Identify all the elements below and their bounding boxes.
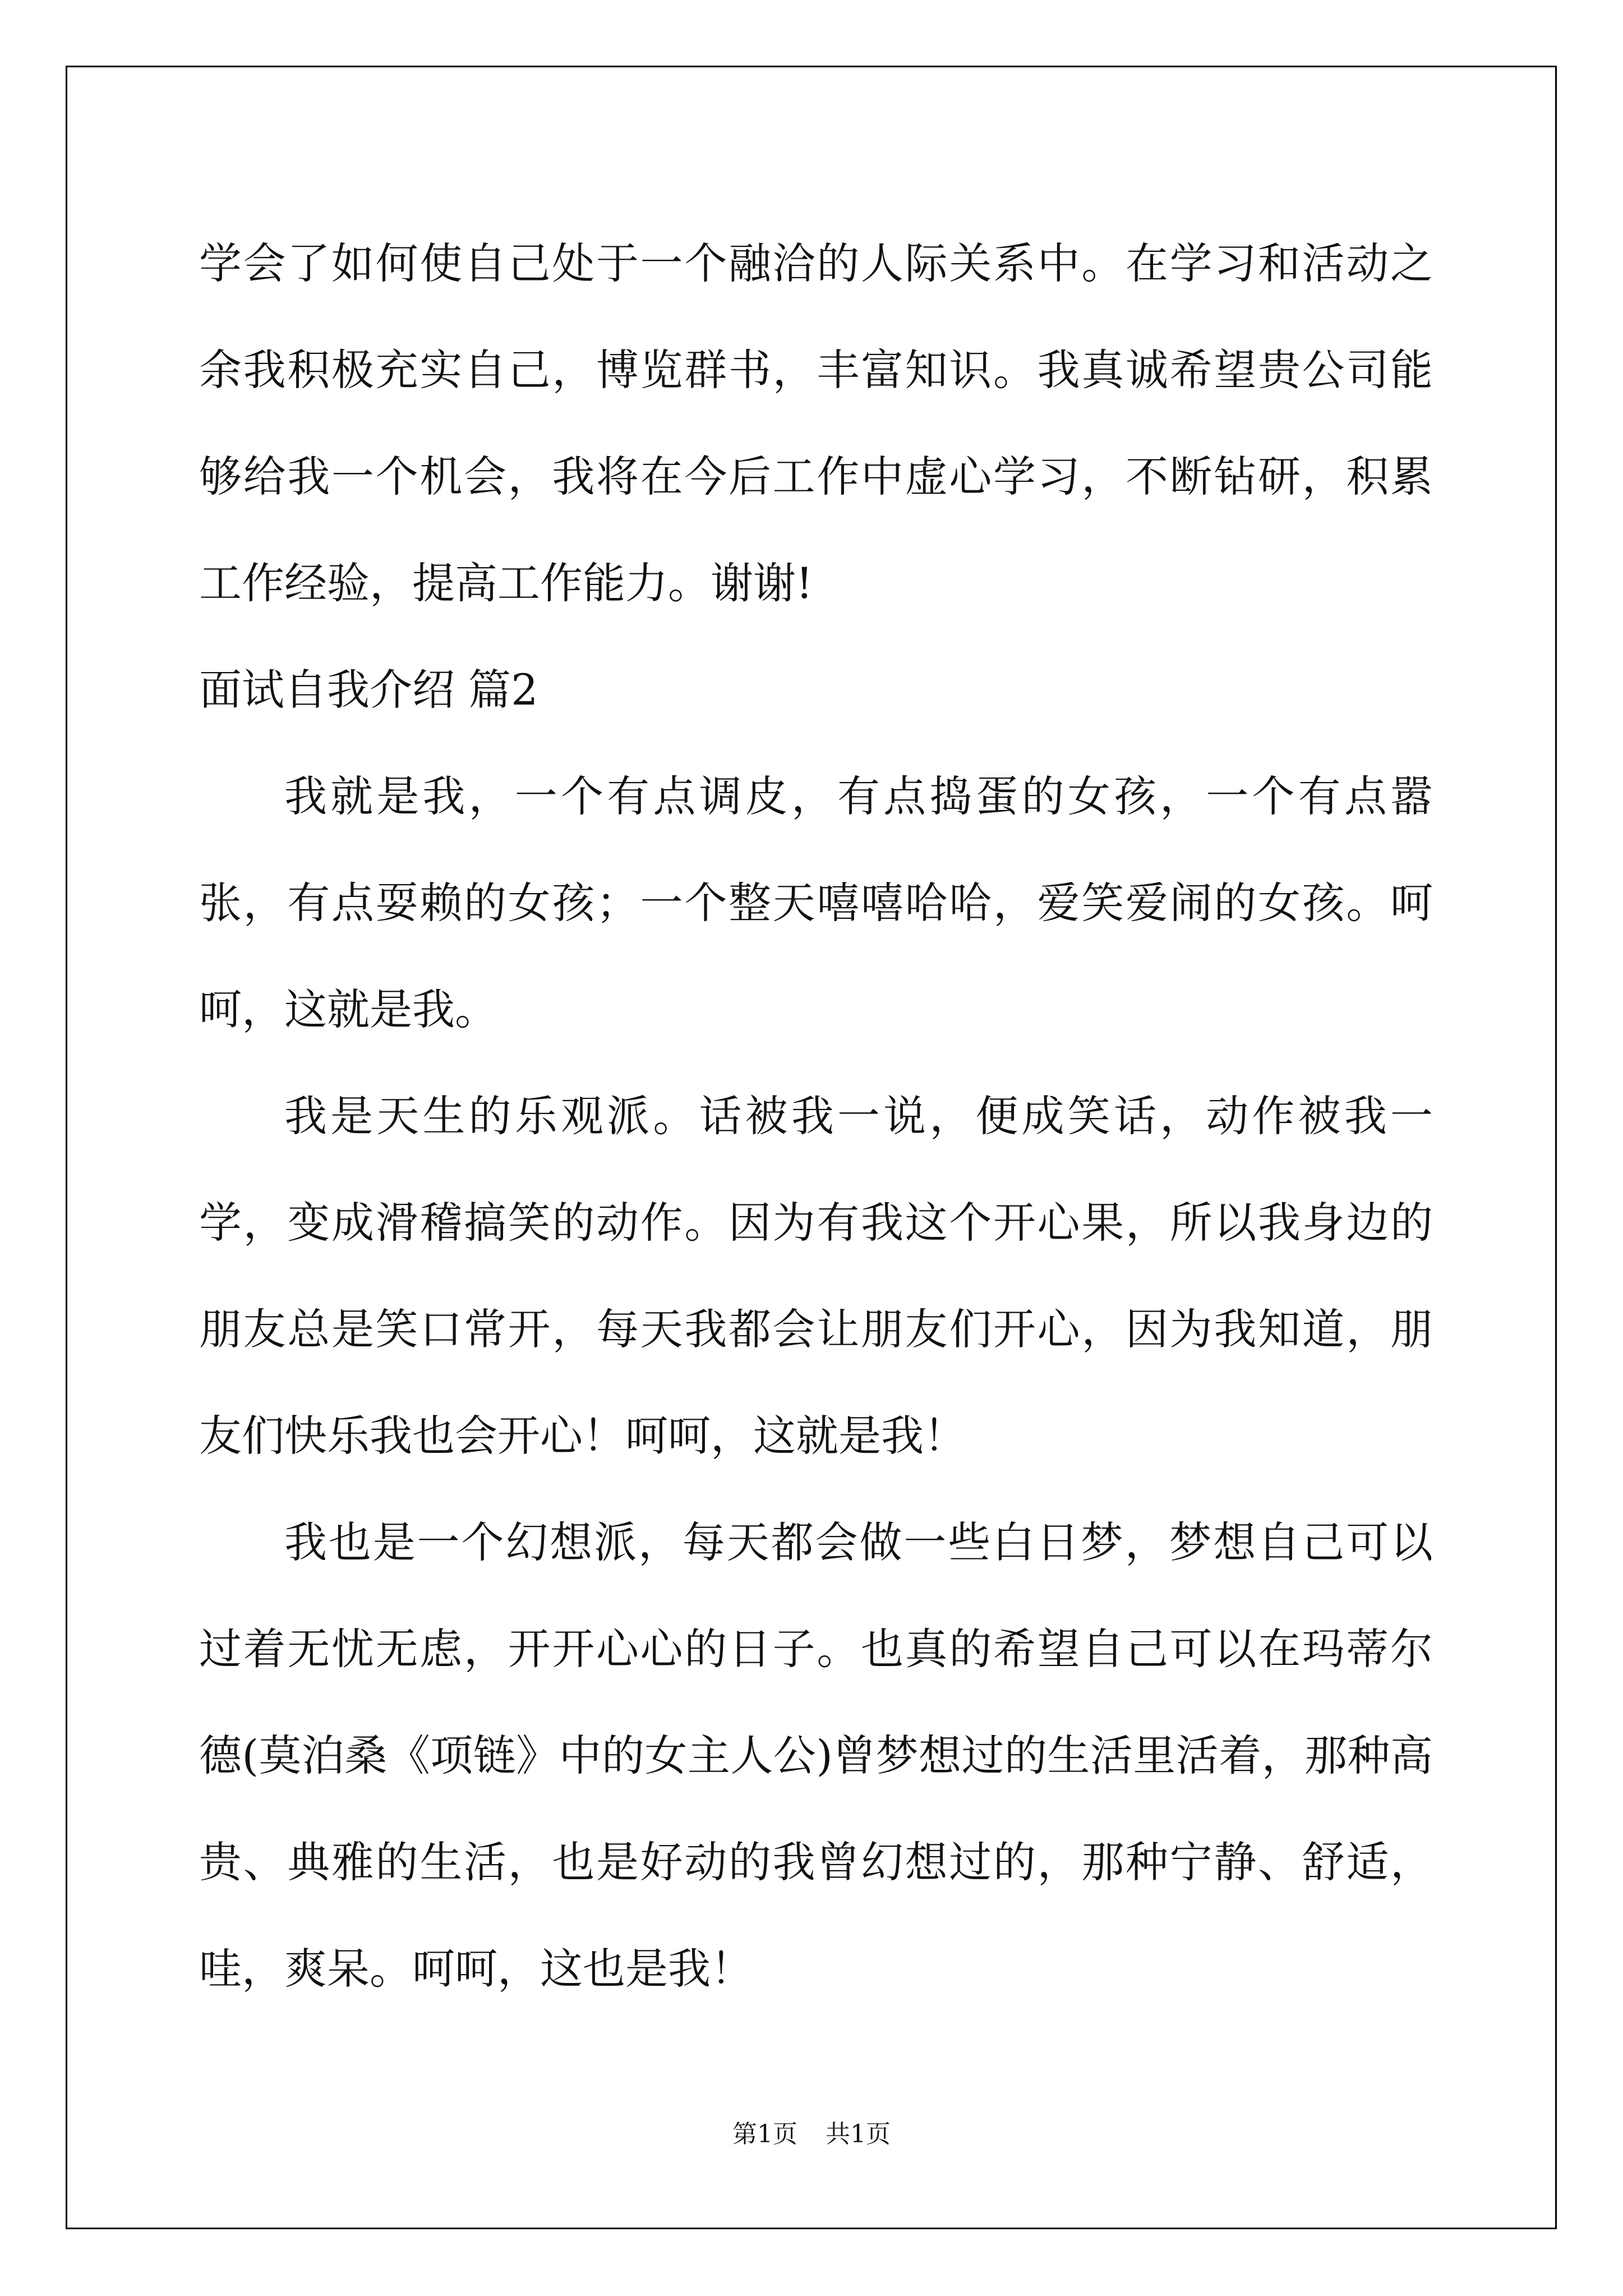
paragraph: 我是天生的乐观派。话被我一说，便成笑话，动作被我一学，变成滑稽搞笑的动作。因为有我这个开心果，所以我身边的朋友总是笑口常开，每天我都会让朋友们开心，因为我知道，朋友们快乐我也会开心！呵呵，这就是我！ (199, 1091, 1433, 1461)
paragraph: 我也是一个幻想派，每天都会做一些白日梦，梦想自己可以过着无忧无虑，开开心心的日子。也真的希望自己可以在玛蒂尔德(莫泊桑《项链》中的女主人公)曾梦想过的生活里活着，那种高贵、典雅的生活，也是好动的我曾幻想过的，那种宁静、舒适，哇，爽呆。呵呵，这也是我！ (199, 1517, 1433, 1994)
page-total: 共1页 (826, 2120, 891, 2148)
page-number: 第1页 (732, 2120, 797, 2148)
document-body (199, 210, 1433, 2022)
page-footer (0, 2114, 1623, 2150)
paragraph: 我就是我，一个有点调皮，有点捣蛋的女孩，一个有点嚣张，有点耍赖的女孩；一个整天嘻嘻哈哈，爱笑爱闹的女孩。呵呵，这就是我。 (199, 771, 1433, 1034)
paragraph-continuation: 学会了如何使自己处于一个融洽的人际关系中。在学习和活动之余我积极充实自己，博览群书，丰富知识。我真诚希望贵公司能够给我一个机会，我将在今后工作中虚心学习，不断钻研，积累工作经验，提高工作能力。谢谢! (199, 238, 1433, 608)
section-heading: 面试自我介绍 篇2 (199, 665, 538, 715)
